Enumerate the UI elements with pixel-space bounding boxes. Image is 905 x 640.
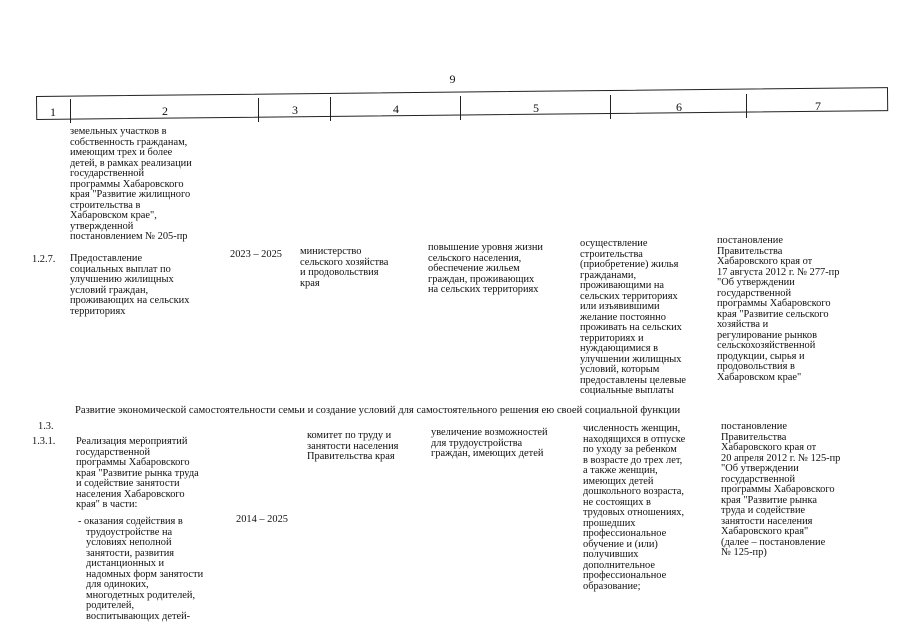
table-header [36,92,888,119]
row-1-2-7-basis: постановление Правительства Хабаровского края от 17 августа 2012 г. № 277-пр "Об утверждении государственной программы Хабаровского края "Развитие сельского хозяйства и регулирование рынков сельскохозяйственной продукции, сырья и продовольствия в Хабаровском крае" [717,235,840,383]
section-1-3-title: Развитие экономической самостоятельности семьи и создание условий для самостоятельного решения ею своей социальной функции [75,405,681,416]
row-1-3-1-period: 2014 – 2025 [236,514,288,525]
row-1-3-1-executor: комитет по труду и занятости населения Правительства края [307,430,399,462]
row-1-2-7-name: Предоставление социальных выплат по улучшению жилищных условий граждан, проживающих на сельских территориях [70,253,190,317]
row-1-3-1-number: 1.3.1. [32,436,56,447]
page-number: 9 [449,72,456,86]
header-col-4: 4 [330,97,461,121]
header-col-3: 3 [258,98,331,122]
header-col-5: 5 [460,96,611,120]
header-col-7: 7 [746,94,889,118]
header-col-6: 6 [610,95,747,119]
row-1-2-7-executor: министерство сельского хозяйства и продовольствия края [300,246,389,289]
row-1-2-7-period: 2023 – 2025 [230,249,282,260]
row-1-3-1-name: Реализация мероприятий государственной программы Хабаровского края "Развитие рынка труда и содействие занятости населения Хабаровского края" в части: [76,436,199,510]
row-1-3-1-indicator: численность женщин, находящихся в отпуске по уходу за ребенком в возрасте до трех лет, а также женщин, имеющих детей дошкольного возраста, не состоящих в трудовых отношениях, прошедших профессиональное обучение и (или) получивших дополнительное профессиональное образование; [583,423,686,592]
header-col-2: 2 [70,99,259,123]
row-1-3-1-result: увеличение возможностей для трудоустройства граждан, имеющих детей [431,427,548,459]
row-1-3-1-basis: постановление Правительства Хабаровского края от 20 апреля 2012 г. № 125-пр "Об утверждении государственной программы Хабаровского края "Развитие рынка труда и содействие занятости населения Хабаровского края" (далее – постановление № 125-пр) [721,421,841,558]
section-1-3-number: 1.3. [38,421,54,432]
continuation-text: земельных участков в собственность гражданам, имеющим трех и более детей, в рамках реализации государственной программы Хабаровского края "Развитие жилищного строительства в Хабаровском крае", утвержденной постановлением № 205-пр [70,126,192,242]
row-1-2-7-indicator: осуществление строительства (приобретение) жилья гражданами, проживающими на сельских территориях или изъявившими желание постоянно проживать на сельских территориях и нуждающимися в улучшении жилищных условий, которым предоставлены целевые социальные выплаты [580,238,687,396]
row-1-2-7-number: 1.2.7. [32,254,56,265]
row-1-2-7-result: повышение уровня жизни сельского населения, обеспечение жильем граждан, проживающих на сельских территориях [428,242,543,295]
header-col-1: 1 [50,105,56,119]
row-1-3-1-subitem: - оказания содействия в трудоустройстве на условиях неполной занятости, развития дистанционных и надомных форм занятости для одиноких, многодетных родителей, родителей, воспитывающих детей- [78,516,204,622]
